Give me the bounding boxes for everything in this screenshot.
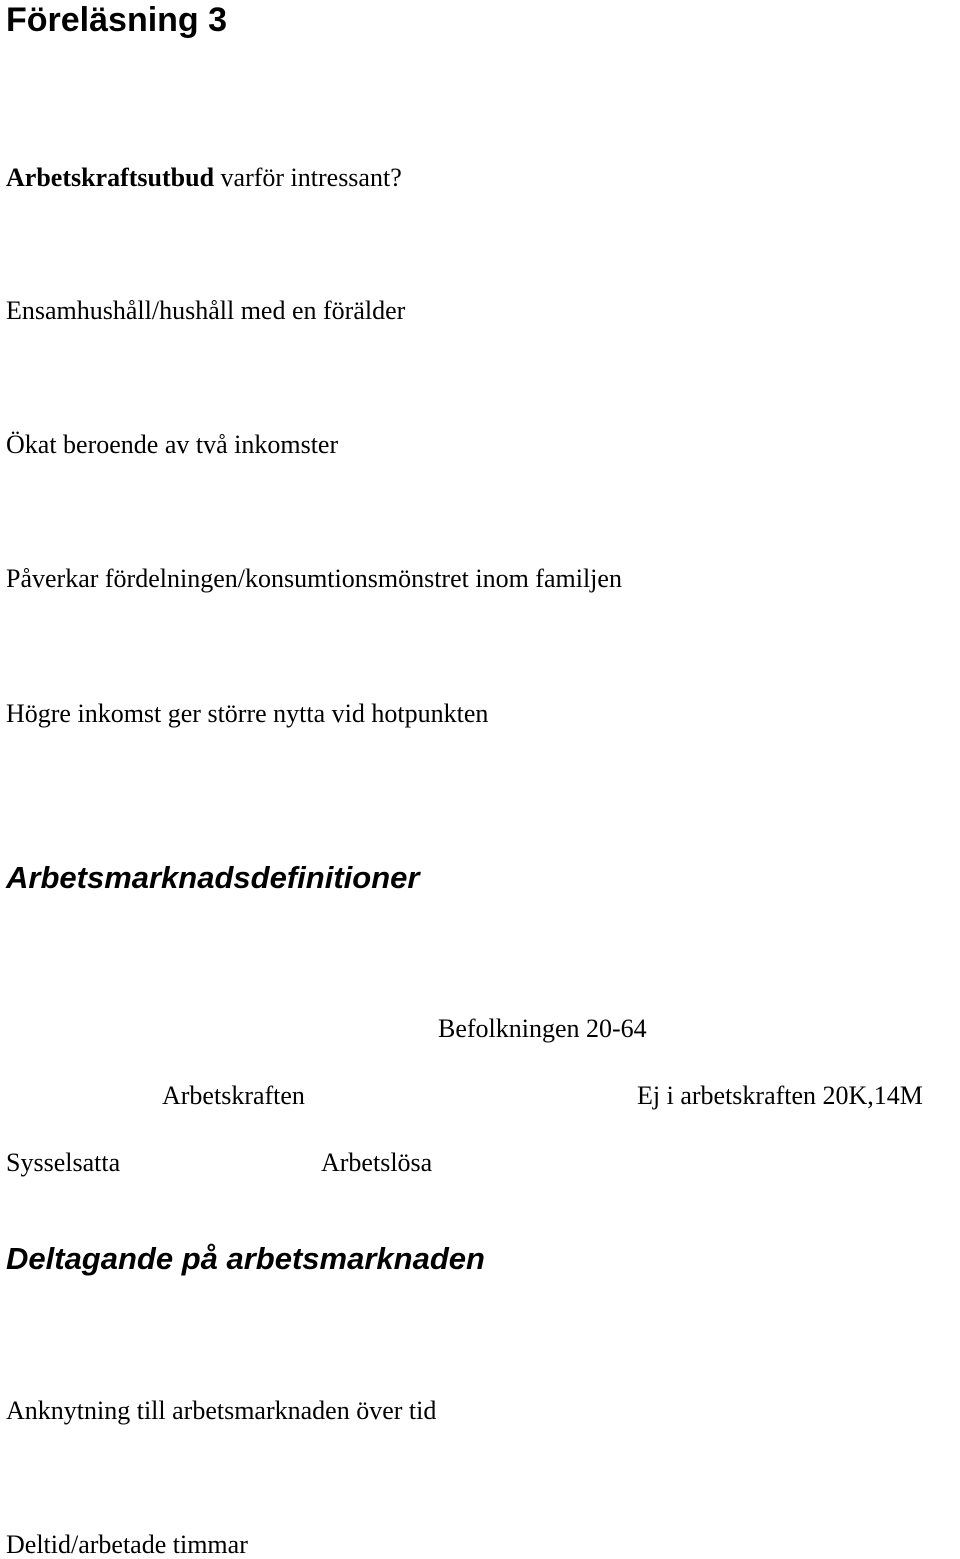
definitions-heading: Arbetsmarknadsdefinitioner xyxy=(6,860,420,895)
point-distribution: Påverkar fördelningen/konsumtionsmönstret inom familjen xyxy=(6,564,622,593)
intro-bold-term: Arbetskraftsutbud xyxy=(6,163,215,192)
participation-item-attachment: Anknytning till arbetsmarknaden över tid xyxy=(6,1396,437,1425)
participation-heading: Deltagande på arbetsmarknaden xyxy=(6,1241,485,1276)
not-in-labour-force-label: Ej i arbetskraften 20K,14M xyxy=(637,1081,923,1110)
participation-item-part-time: Deltid/arbetade timmar xyxy=(6,1530,248,1559)
intro-line xyxy=(6,165,402,191)
labour-force-label: Arbetskraften xyxy=(162,1081,305,1110)
intro-rest: varför intressant? xyxy=(214,163,402,192)
point-single-households: Ensamhushåll/hushåll med en förälder xyxy=(6,296,406,325)
page-title: Föreläsning 3 xyxy=(6,1,228,39)
population-label: Befolkningen 20-64 xyxy=(438,1014,647,1043)
point-two-incomes: Ökat beroende av två inkomster xyxy=(6,430,339,459)
employed-label: Sysselsatta xyxy=(6,1148,121,1177)
unemployed-label: Arbetslösa xyxy=(321,1148,433,1177)
point-higher-income: Högre inkomst ger större nytta vid hotpunkten xyxy=(6,699,489,728)
